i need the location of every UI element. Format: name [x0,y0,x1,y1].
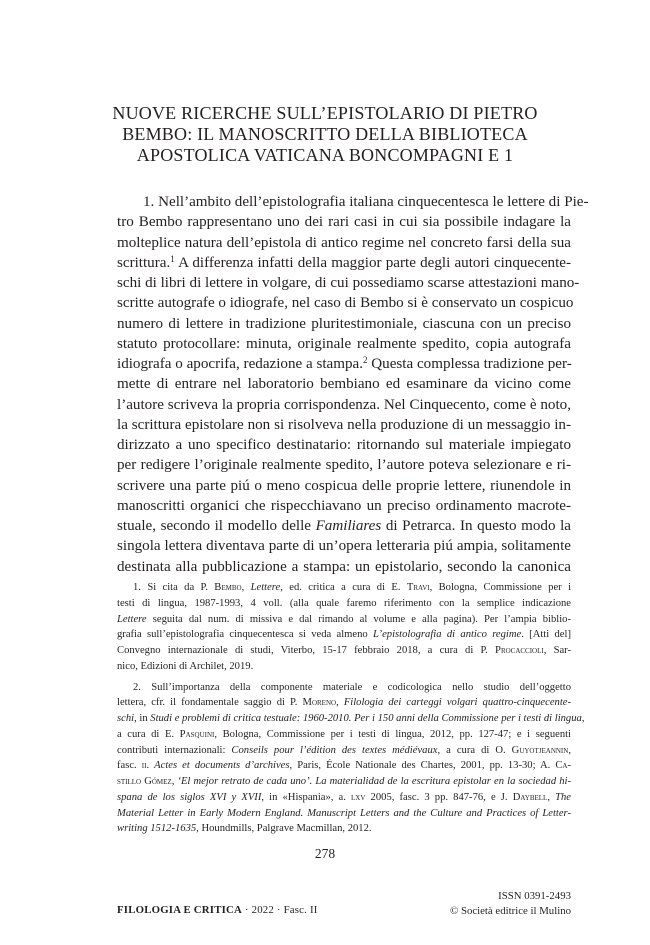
footnote-line [117,743,571,759]
footnote-line [117,627,571,643]
title-line: BEMBO: IL MANOSCRITTO DELLA BIBLIOTECA [122,124,528,144]
fn-text: , ed. critica a cura di E. [280,582,407,593]
body-line: dirizzato a uno specifico destinatario: ritornando sul materiale impiegato [117,437,571,453]
fn-text: , [171,776,178,787]
body-line [117,253,571,273]
footnote-line [117,821,571,837]
journal-name: FILOLOGIA E CRITICA [117,904,242,916]
fn-text: , in [134,713,151,724]
fn-author: Procaccioli [495,645,544,656]
fn-text: fasc. [117,760,142,772]
fn-text: , Paris, École Nationale des Chartes, 2001, pp. 13-30; A. [289,760,556,772]
body-segment: scrittura. [117,254,171,271]
fn-title: Studi e problemi di critica testuale: 1960-2010. Per i 150 anni della Commissione per i testi di lingua [150,713,582,724]
fn-text: contributi internazionali: [117,744,232,756]
fn-author: Moreno [302,697,337,709]
footnote-ref: 1 [170,253,175,264]
journal-issue: · 2022 · Fasc. II [242,904,318,916]
fn-author: Travi [406,582,430,593]
body-line: scrivere una parte piú o meno cospicua delle proprie lettere, riunendole in [117,477,571,494]
fn-text: , [547,791,556,803]
fn-roman: ii [141,760,147,772]
footnote-line [117,774,571,790]
footnote-line: nico, Edizioni di Archilet, 2019. [117,660,254,672]
fn-text: , a cura di O. [437,744,512,756]
body-line: tro Bembo rappresentano uno dei rari casi in cui sia possibile indagare la [117,214,571,231]
body-line [117,516,571,536]
fn-author: stillo Gómez [117,776,172,787]
body-line: molteplice natura dell’epistola di antico regime nel concreto farsi della sua [117,234,571,251]
fn-text: , [241,582,251,593]
footnote-line [117,711,585,727]
footnote-ref: 2 [363,355,368,365]
footnote-line [117,580,571,596]
fn-author: Daybell [512,791,548,803]
publisher-footer [450,889,571,919]
body-segment: Questa complessa tradizione per- [371,356,572,372]
footnotes [117,580,585,837]
body-segment: di Petrarca. In questo modo la [381,518,571,534]
footnote-line [117,643,571,659]
fn-text: Convegno internazionale di studi, Viterbo, 15-17 febbraio 2018, a cura di P. [117,645,496,656]
fn-text: , [581,713,585,724]
fn-author: Ca- [555,760,571,772]
title-line: NUOVE RICERCHE SULL’EPISTOLARIO DI PIETRO [112,103,538,123]
body-segment: A differenza infatti della maggior parte degli autori cinquecente- [178,254,571,271]
fn-text: . [Atti del] [521,629,571,641]
fn-title: Material Letter in Early Modern England. Manuscript Letters and the Culture and Practices of Letter- [117,807,571,819]
fn-text: , Bologna, Commissione per i testi di lingua, 2012, pp. 127-47; e i seguenti [214,728,571,740]
fn-title: writing 1512-1635 [117,823,197,835]
fn-title: Conseils pour l’édition des textes médiévaux [231,744,438,756]
footnote-line: 2. Sull’importanza della componente materiale e codicologica nello studio dell’oggetto [133,681,571,693]
fn-text: grafia sull’epistolografia cinquecentesca si veda almeno [117,629,374,641]
journal-footer [117,904,318,916]
body-line [117,354,571,374]
fn-title: Lettere [117,613,147,625]
body-italic: Familiares [315,518,382,534]
body-line: manoscritti organici che rispecchiavano un preciso ordinamento macrote- [117,497,571,514]
footnote-line [117,790,571,806]
body-line: destinata alla pubblicazione a stampa: un epistolario, secondo la canonica [117,558,571,575]
footnote-line [117,695,571,711]
footnote-line [117,612,571,628]
body-line: 1. Nell’ambito dell’epistolografia italiana cinquecentesca le lettere di Pie- [143,194,589,210]
fn-title: L’epistolografia di antico regime [373,629,522,641]
body-line: per redigere l’originale realmente spedito, l’autore poteva selezionare e ri- [117,457,571,474]
fn-title: Actes et documents d’archives [154,760,290,772]
fn-title: schi [117,713,135,724]
fn-text: lettera, cfr. il fondamentale saggio di P. [117,697,303,709]
fn-text: , Sar- [543,645,572,656]
fn-roman: lxv [351,791,366,803]
fn-text: , [568,744,571,756]
fn-text: , [336,697,344,709]
body-line: singola lettera diventava parte di un’opera letteraria piú ampia, solitamente [117,538,571,555]
fn-author: Pasquini [179,728,215,740]
body-line: schi di libri di lettere in volgare, di cui possediamo scarse attestazioni mano- [117,275,580,291]
fn-text: seguita dal num. di missiva e dal rimando al volume e alla pagina). Per l’ampia biblio- [146,613,571,625]
body-paragraph [117,192,589,577]
article-title [80,103,570,166]
body-line: l’autore scriveva la propria corrispondenza. Nel Cinquecento, come è noto, [117,396,571,413]
body-line: mette di entrare nel laboratorio bembiano ed esaminare da vicino come [117,376,571,393]
fn-author: Bembo [214,582,242,593]
page-number: 278 [314,846,336,861]
fn-text: , Houndmills, Palgrave Macmillan, 2012. [196,823,372,835]
fn-text: . [146,760,155,772]
footnote-line [117,758,571,774]
title-line: APOSTOLICA VATICANA BONCOMPAGNI E 1 [136,145,514,165]
footnote-line [117,806,571,822]
fn-text: , Bologna, Commissione per i [429,582,572,593]
fn-title: spana de los siglos XVI y XVII [117,791,262,803]
body-segment: stuale, secondo il modello delle [117,518,316,534]
fn-title: Filologia dei carteggi volgari quattro-cinquecente- [343,697,571,709]
fn-title: The [555,791,571,803]
fn-text: , in «Hispania», a. [261,791,352,803]
body-line: numero di lettere in tradizione pluritestimoniale, ciascuna con un preciso [117,315,571,332]
body-line: scritte autografe o idiografe, nel caso di Bembo si è conservato un cospicuo [117,295,574,312]
fn-text: 2005, fasc. 3 pp. 847-76, e J. [365,791,513,803]
fn-title: ‘El mejor retrato de cada uno’. La materialidad de la escritura epistolar en la sociedad hi- [177,776,571,787]
fn-text: 1. Si cita da P. [133,582,215,593]
issn: ISSN 0391-2493 [498,890,571,902]
footnote-line [117,727,571,743]
body-line: la scrittura epistolare non si risolveva nella produzione di un messaggio in- [117,416,571,433]
footnote-line: testi di lingua, 1987-1993, 4 voll. (alla quale faremo riferimento con la semplice indicazione [117,597,571,609]
fn-author: Guyotjeannin [511,744,569,756]
body-segment: idiografa o apocrifa, redazione a stampa. [117,356,363,372]
copyright: © Società editrice il Mulino [450,905,571,917]
fn-title: Lettere [250,582,281,593]
body-line: statuto protocollare: minuta, originale realmente spedito, copia autografa [117,335,571,352]
fn-text: a cura di E. [117,728,180,740]
